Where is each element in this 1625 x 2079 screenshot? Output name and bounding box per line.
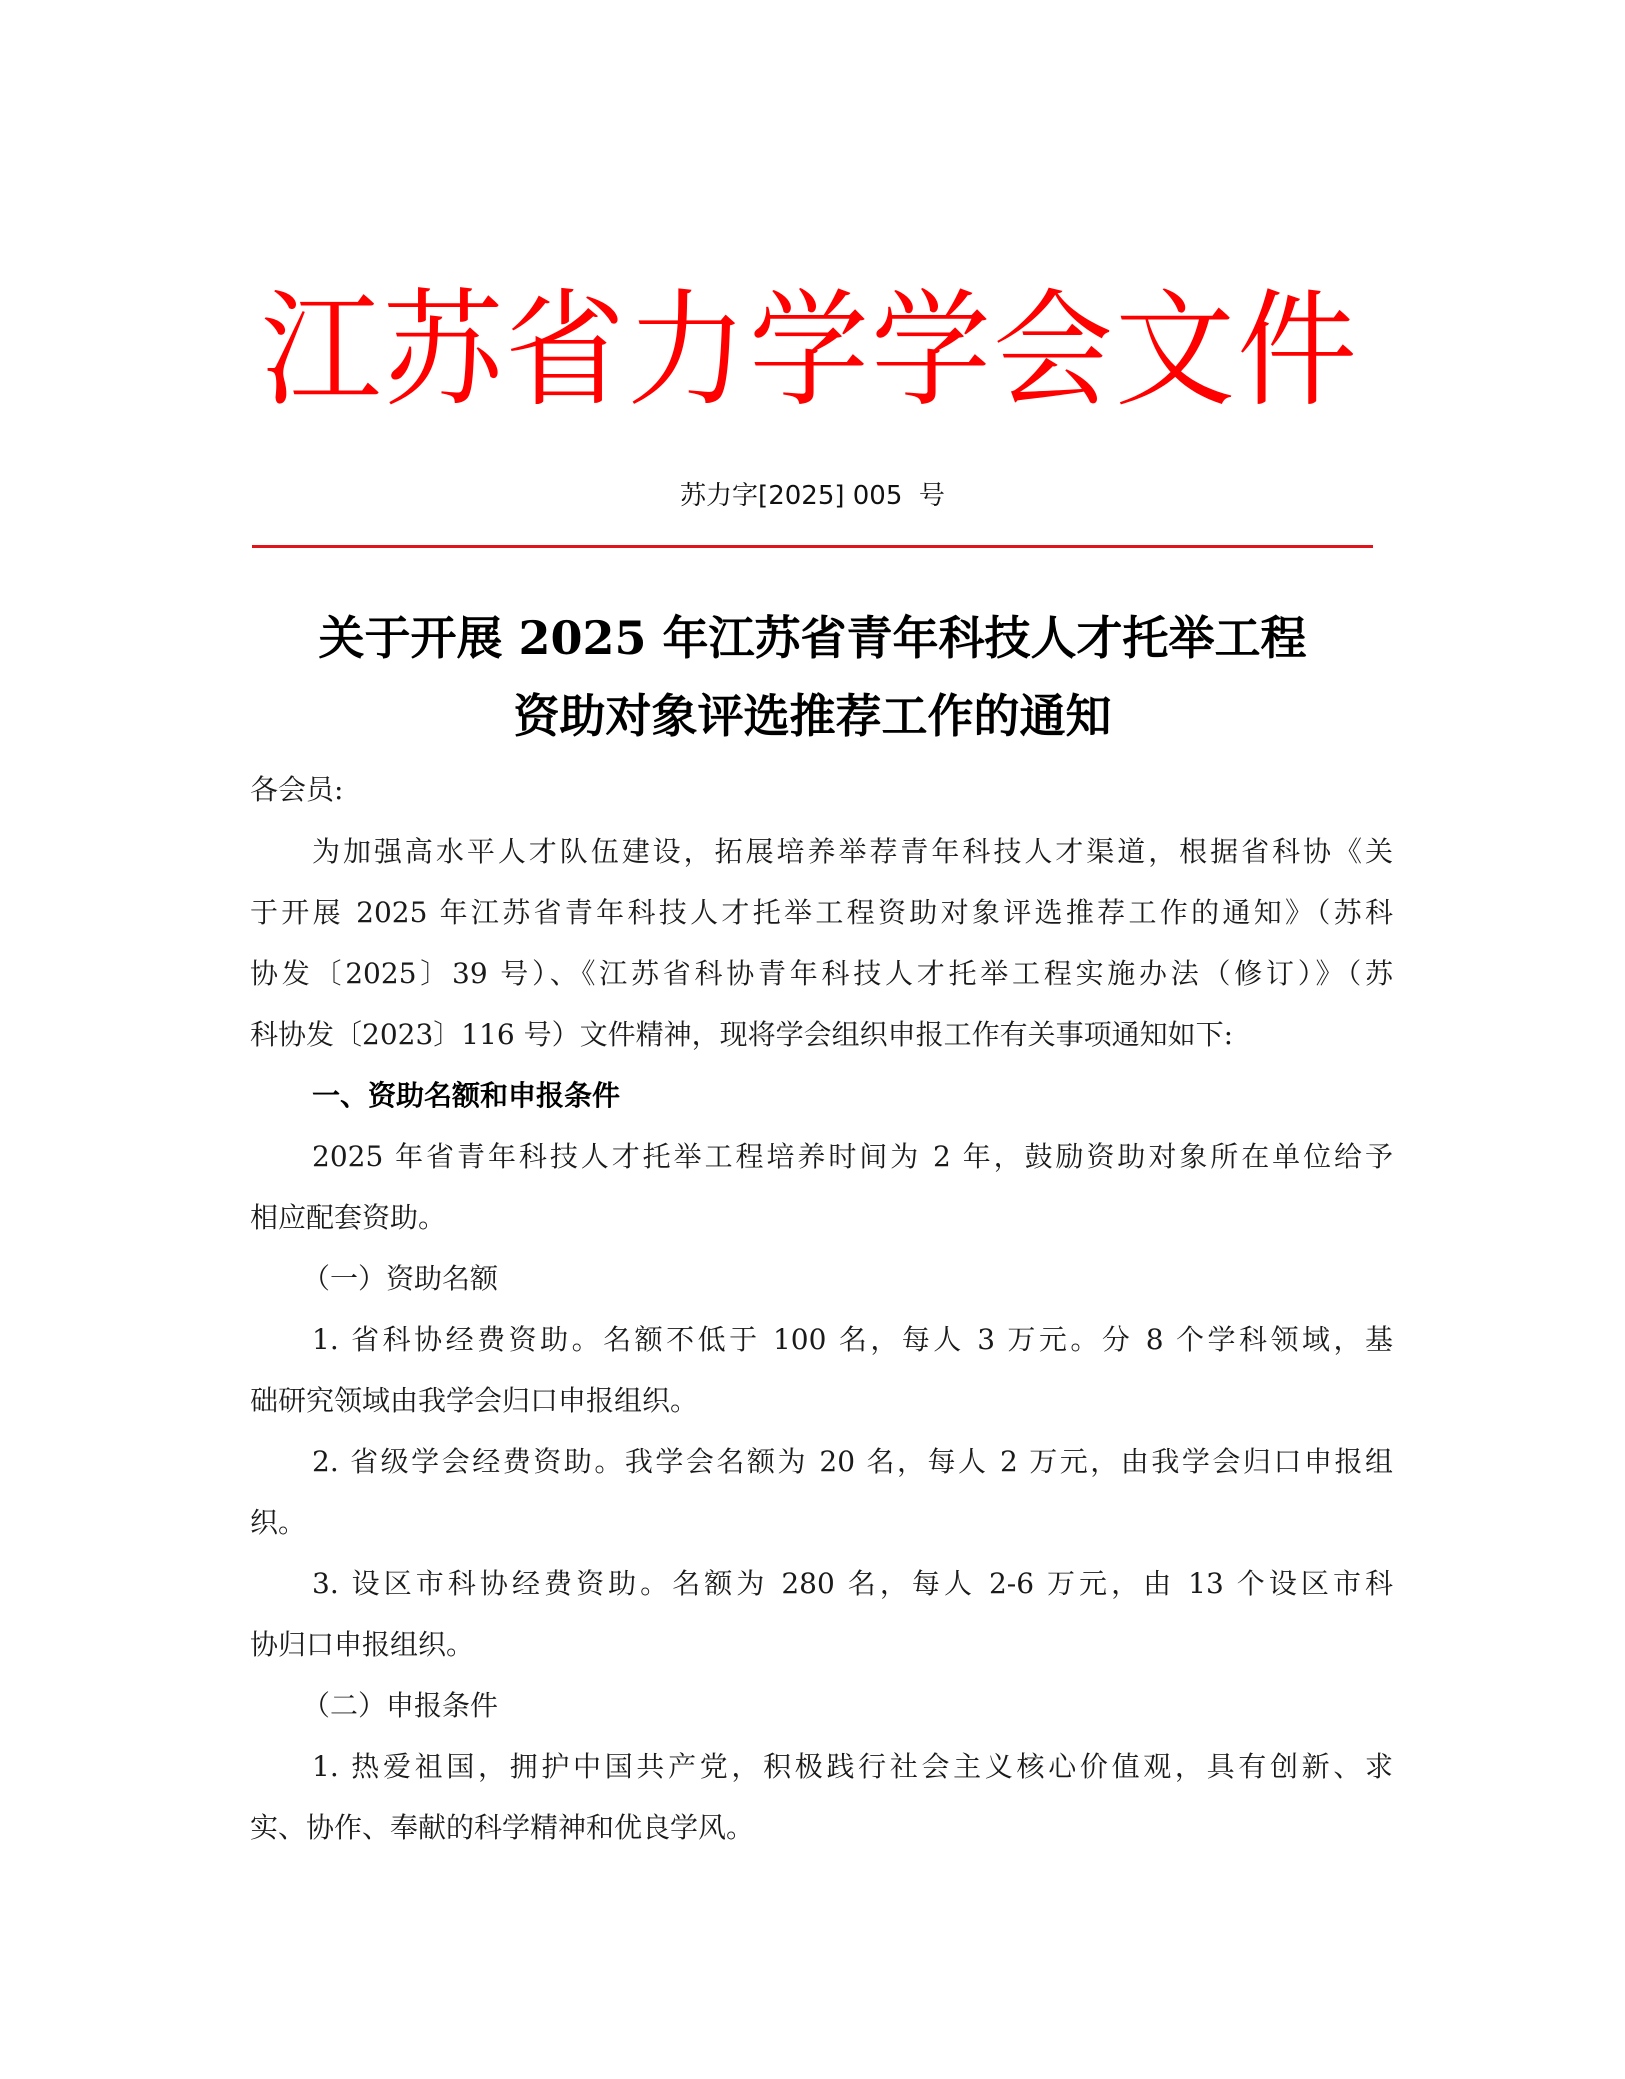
- condition-item-1-line-1: 1. 热爱祖国，拥护中国共产党，积极践行社会主义核心价值观，具有创新、求: [312, 1750, 1393, 1783]
- intro-line-1: 为加强高水平人才队伍建设，拓展培养举荐青年科技人才渠道，根据省科协《关: [312, 835, 1393, 868]
- red-divider-rule: [252, 545, 1373, 548]
- section-1-para-line-1: 2025 年省青年科技人才托举工程培养时间为 2 年，鼓励资助对象所在单位给予: [312, 1140, 1393, 1173]
- funding-item-2-line-2: 织。: [250, 1506, 307, 1539]
- funding-item-3-line-1: 3. 设区市科协经费资助。名额为 280 名，每人 2-6 万元，由 13 个设区市科: [312, 1567, 1393, 1600]
- funding-item-1-line-1: 1. 省科协经费资助。名额不低于 100 名，每人 3 万元。分 8 个学科领域，基: [312, 1323, 1393, 1356]
- notice-title-line-1: 关于开展 2025 年江苏省青年科技人才托举工程: [318, 611, 1307, 665]
- subsection-2-heading: （二）申报条件: [302, 1689, 499, 1722]
- funding-item-2-line-1: 2. 省级学会经费资助。我学会名额为 20 名，每人 2 万元，由我学会归口申报组: [312, 1445, 1393, 1478]
- subsection-1-heading: （一）资助名额: [302, 1262, 499, 1295]
- masthead-title: 江苏省力学学会文件: [261, 278, 1359, 425]
- intro-line-2: 于开展 2025 年江苏省青年科技人才托举工程资助对象评选推荐工作的通知》（苏科: [250, 896, 1393, 929]
- funding-item-3-line-2: 协归口申报组织。: [250, 1628, 475, 1661]
- section-1-heading: 一、资助名额和申报条件: [312, 1079, 621, 1112]
- notice-title-line-2: 资助对象评选推荐工作的通知: [513, 689, 1112, 743]
- intro-line-4: 科协发〔2023〕116 号）文件精神，现将学会组织申报工作有关事项通知如下:: [250, 1018, 1234, 1051]
- condition-item-1-line-2: 实、协作、奉献的科学精神和优良学风。: [250, 1811, 755, 1844]
- document-number: 苏力字[2025] 005 号: [680, 481, 945, 511]
- section-1-para-line-2: 相应配套资助。: [250, 1201, 447, 1234]
- salutation: 各会员:: [250, 773, 344, 806]
- funding-item-1-line-2: 础研究领域由我学会归口申报组织。: [250, 1384, 699, 1417]
- intro-line-3: 协发〔2025〕39 号）、《江苏省科协青年科技人才托举工程实施办法（修订）》（苏: [250, 957, 1393, 990]
